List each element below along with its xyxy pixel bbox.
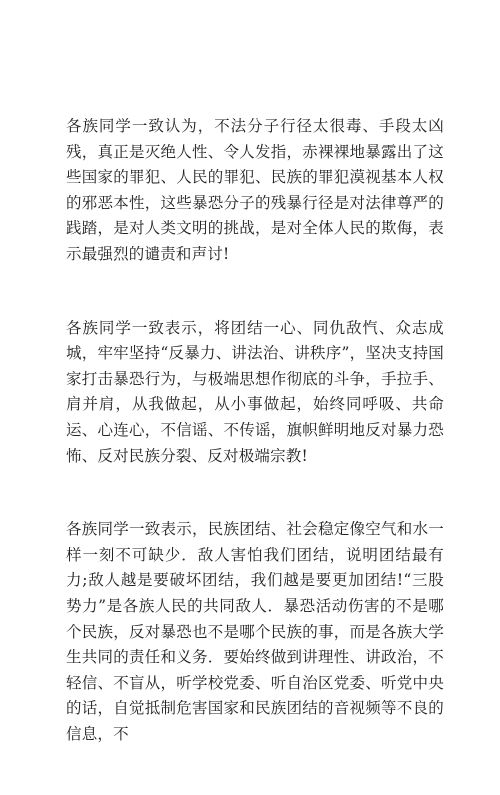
- paragraph-3: 各族同学一致表示，民族团结、社会稳定像空气和水一样一刻不可缺少．敌人害怕我们团结，说明团结最有力;敌人越是要破坏团结，我们越是要更加团结!“三股势力”是各族人民的共同敌人．暴恐活动伤害的不是哪个民族，反对暴恐也不是哪个民族的事，而是各族大学生共同的责任和义务．要始终做到讲理性、讲政治，不轻信、不盲从，听学校党委、听自治区党委、听党中央的话，自觉抵制危害国家和民族团结的音视频等不良的信息，不: [66, 520, 444, 743]
- paragraph-1: 各族同学一致认为，不法分子行径太很毒、手段太凶残，真正是灭绝人性、令人发指，赤裸裸地暴露出了这些国家的罪犯、人民的罪犯、民族的罪犯漠视基本人权的邪恶本性，这些暴恐分子的残暴行径是对法律尊严的践踏，是对人类文明的挑战，是对全体人民的欺侮，表示最强烈的谴责和声讨!: [66, 117, 444, 263]
- document-body: [66, 114, 444, 795]
- paragraph-2: 各族同学一致表示，将团结一心、同仇敌忾、众志成城，牢牢坚持“反暴力、讲法治、讲秩序”，坚决支持国家打击暴恐行为，与极端思想作彻底的斗争，手拉手、肩并肩，从我做起，从小事做起，始终同呼吸、共命运、心连心，不信谣、不传谣，旗帜鲜明地反对暴力恐怖、反对民族分裂、反对极端宗教!: [66, 318, 444, 465]
